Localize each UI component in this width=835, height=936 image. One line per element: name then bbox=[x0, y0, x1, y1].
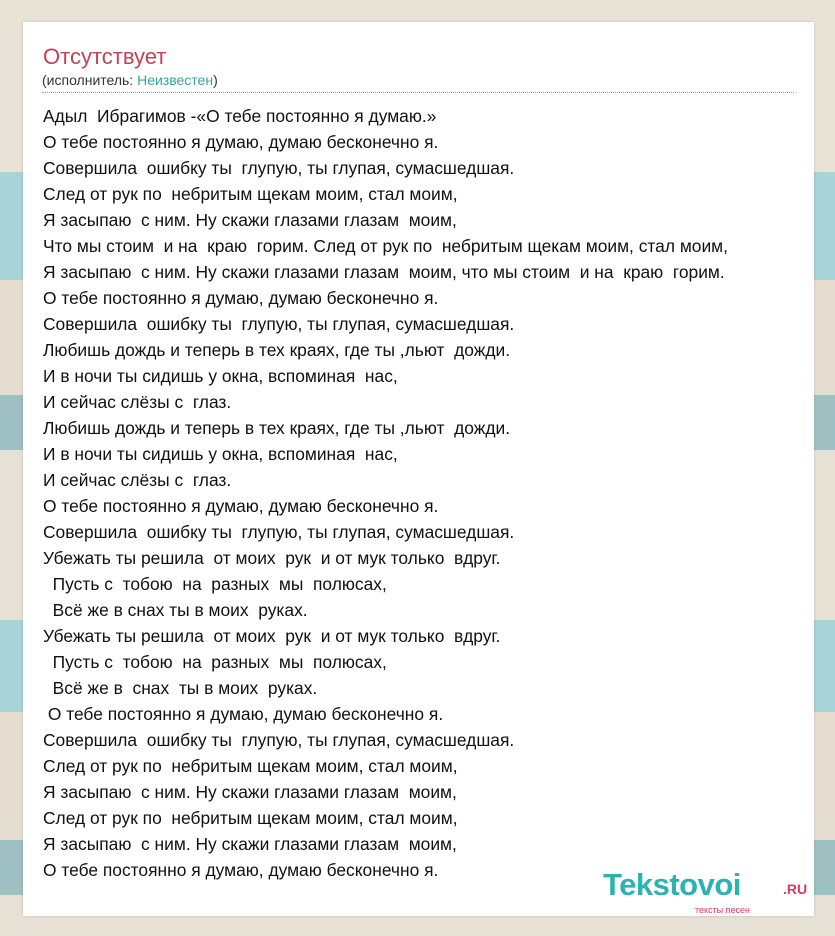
lyric-line: О тебе постоянно я думаю, думаю бесконечно я. bbox=[43, 288, 439, 308]
site-logo[interactable] bbox=[603, 867, 818, 917]
lyric-line: Совершила ошибку ты глупую, ты глупая, сумасшедшая. bbox=[43, 314, 515, 334]
lyric-line: Совершила ошибку ты глупую, ты глупая, сумасшедшая. bbox=[43, 522, 515, 542]
logo-name: Tekstovoi bbox=[603, 867, 741, 902]
lyric-line: Любишь дождь и теперь в тех краях, где ты ,льют дожди. bbox=[43, 340, 511, 360]
lyric-line: След от рук по небритым щекам моим, стал моим, bbox=[43, 184, 458, 204]
lyric-line: И в ночи ты сидишь у окна, вспоминая нас, bbox=[43, 366, 398, 386]
logo-tagline: тексты песен bbox=[695, 905, 751, 915]
dotted-divider bbox=[42, 92, 794, 93]
lyric-line: Всё же в снах ты в моих руках. bbox=[43, 678, 318, 698]
lyric-line: Убежать ты решила от моих рук и от мук только вдруг. bbox=[43, 548, 501, 568]
lyric-line: Всё же в снах ты в моих руках. bbox=[43, 600, 308, 620]
song-title: Отсутствует bbox=[43, 44, 167, 69]
logo-tld: .RU bbox=[783, 881, 808, 897]
lyric-line: Пусть с тобою на разных мы полюсах, bbox=[43, 652, 387, 672]
lyric-line: И сейчас слёзы с глаз. bbox=[43, 470, 232, 490]
lyric-line: Совершила ошибку ты глупую, ты глупая, сумасшедшая. bbox=[43, 158, 515, 178]
lyric-line: О тебе постоянно я думаю, думаю бесконечно я. bbox=[43, 704, 444, 724]
lyric-line: О тебе постоянно я думаю, думаю бесконечно я. bbox=[43, 132, 439, 152]
lyrics-card bbox=[23, 22, 814, 916]
lyric-line: Я засыпаю с ним. Ну скажи глазами глазам моим, bbox=[43, 782, 457, 802]
lyric-line: О тебе постоянно я думаю, думаю бесконечно я. bbox=[43, 496, 439, 516]
artist-line bbox=[42, 72, 218, 88]
lyric-line: Я засыпаю с ним. Ну скажи глазами глазам моим, bbox=[43, 210, 457, 230]
lyric-line: Я засыпаю с ним. Ну скажи глазами глазам моим, bbox=[43, 834, 457, 854]
lyric-line: О тебе постоянно я думаю, думаю бесконечно я. bbox=[43, 860, 439, 880]
lyric-line: Что мы стоим и на краю горим. След от рук по небритым щекам моим, стал моим, bbox=[43, 236, 728, 256]
lyric-line: И сейчас слёзы с глаз. bbox=[43, 392, 232, 412]
lyric-line: Совершила ошибку ты глупую, ты глупая, сумасшедшая. bbox=[43, 730, 515, 750]
artist-prefix: (исполнитель: bbox=[42, 72, 138, 88]
lyric-line: Я засыпаю с ним. Ну скажи глазами глазам моим, что мы стоим и на краю горим. bbox=[43, 262, 725, 282]
lyric-line: И в ночи ты сидишь у окна, вспоминая нас, bbox=[43, 444, 398, 464]
lyric-line: След от рук по небритым щекам моим, стал моим, bbox=[43, 756, 458, 776]
artist-suffix: ) bbox=[213, 72, 218, 88]
lyric-line: Пусть с тобою на разных мы полюсах, bbox=[43, 574, 387, 594]
lyric-line: Адыл Ибрагимов -«О тебе постоянно я думаю.» bbox=[43, 106, 437, 126]
lyrics-text bbox=[43, 103, 728, 883]
artist-link[interactable]: Неизвестен bbox=[137, 72, 214, 88]
lyric-line: Убежать ты решила от моих рук и от мук только вдруг. bbox=[43, 626, 501, 646]
lyric-line: Любишь дождь и теперь в тех краях, где ты ,льют дожди. bbox=[43, 418, 511, 438]
lyric-line: След от рук по небритым щекам моим, стал моим, bbox=[43, 808, 458, 828]
